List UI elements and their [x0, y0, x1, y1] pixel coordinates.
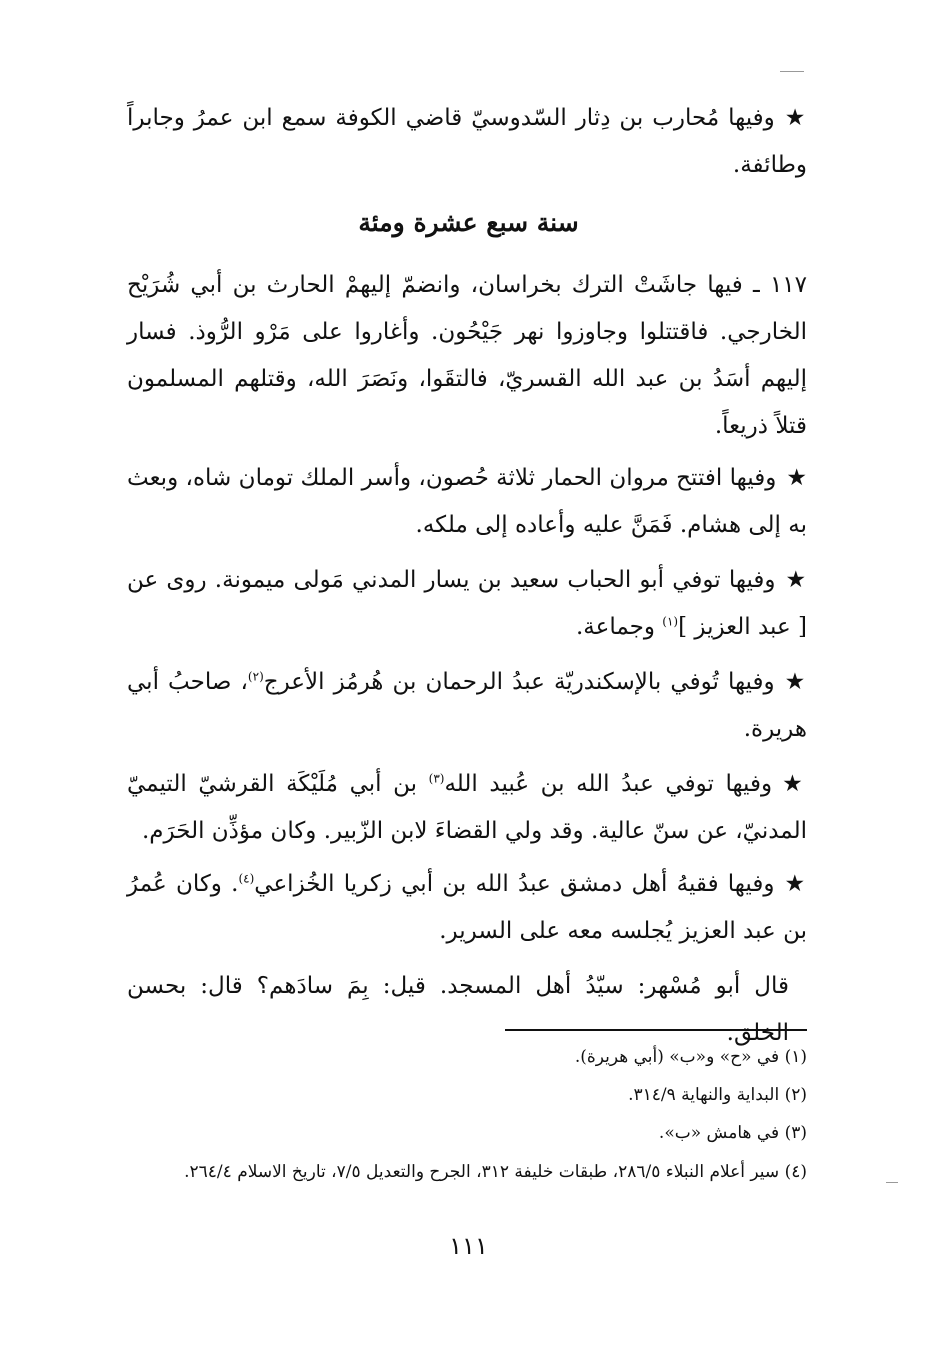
- paragraph-muharib: [127, 95, 807, 189]
- footnote-number: (٢): [784, 1085, 807, 1105]
- paragraph-text: بن أبي مُلَيْكَة القرشيّ التيميّ المدنيّ، عن سنّ عالية. وقد ولي القضاءَ لابن الزّبير. وكان مؤذِّن الحَرَم.: [127, 771, 807, 844]
- footnote-2: [127, 1078, 807, 1112]
- star-bullet-icon: ★: [786, 465, 807, 491]
- footnote-text: في هامش «ب».: [658, 1123, 780, 1143]
- footnote-divider: [505, 1029, 807, 1031]
- footnote-text: البداية والنهاية ٣١٤/٩.: [628, 1085, 780, 1105]
- paragraph-text: قال أبو مُسْهر: سيّدُ أهل المسجد. قيل: بِمَ سادَهم؟ قال: بحسن الخلق.: [127, 973, 789, 1046]
- footnote-text: سير أعلام النبلاء ٢٨٦/٥، طبقات خليفة ٣١٢، الجرح والتعديل ٧/٥، تاريخ الاسلام ٢٦٤/٤.: [184, 1162, 780, 1182]
- paragraph-abu-al-hubab: [127, 557, 807, 651]
- year-heading: سنة سبع عشرة ومئة: [358, 208, 579, 237]
- paragraph-text: وفيها توفي أبو الحباب سعيد بن يسار المدني مَولى ميمونة. روى عن [ عبد العزيز ]: [127, 567, 807, 640]
- paragraph-year-117: [127, 262, 807, 450]
- paragraph-text: وفيها توفي عبدُ الله بن عُبيد الله: [444, 771, 773, 797]
- paragraph-marwan: [127, 455, 807, 549]
- footnote-number: (٤): [784, 1162, 807, 1182]
- footnote-1: [127, 1040, 807, 1074]
- star-bullet-icon: ★: [782, 771, 808, 797]
- footnote-number: (٣): [784, 1123, 807, 1143]
- paragraph-text: وفيها مُحارب بن دِثار السّدوسيّ قاضي الكوفة سمع ابن عمرُ وجابراً وطائفة.: [127, 105, 807, 178]
- footnote-ref-3[interactable]: (٣): [428, 771, 445, 786]
- paragraph-text: وفيها فقيهُ أهل دمشق عبدُ الله بن أبي زكريا الخُزاعي: [254, 871, 775, 897]
- paragraph-text: ١١٧ ـ فيها جاشَتْ الترك بخراسان، وانضمّ إليهمْ الحارث بن أبي شُرَيْح الخارجي. فاقتتلوا وجاوزوا نهر جَيْحُون. وأغاروا على مَرْو الرُّوذ. فسار إليهم أسَدُ بن عبد الله القسريّ، فالتقَوا، ونَصَرَ الله، وقتلهم المسلمون قتلاً ذريعاً.: [127, 272, 807, 439]
- footnote-4: [127, 1155, 807, 1189]
- star-bullet-icon: ★: [784, 669, 807, 695]
- footnote-ref-2[interactable]: (٢): [247, 669, 264, 684]
- star-bullet-icon: ★: [784, 871, 807, 897]
- paragraph-text: . وكان عُمرُ بن عبد العزيز يُجلسه معه على السرير.: [127, 871, 807, 944]
- footnote-3: [127, 1116, 807, 1150]
- footnote-ref-1[interactable]: (١): [662, 614, 679, 629]
- paragraph-al-khuzai: [127, 861, 807, 955]
- paragraph-text: وفيها افتتح مروان الحمار ثلاثة حُصون، وأسر الملك تومان شاه، وبعث به إلى هشام. فَمَنَّ عليه وأعاده إلى ملكه.: [127, 465, 807, 538]
- paragraph-text: وفيها تُوفي بالإسكندريّة عبدُ الرحمان بن هُرمُز الأعرج: [263, 669, 775, 695]
- paragraph-text: وجماعة.: [575, 614, 663, 640]
- scan-mark: [886, 1182, 898, 1183]
- footnote-ref-4[interactable]: (٤): [238, 871, 255, 886]
- paragraph-text: ، صاحبُ أبي هريرة.: [127, 669, 807, 742]
- star-bullet-icon: ★: [784, 105, 808, 131]
- footnote-number: (١): [784, 1047, 807, 1067]
- paragraph-ibn-abi-mulayka: [127, 761, 807, 855]
- scan-mark: [780, 71, 804, 72]
- paragraph-al-araj: [127, 659, 807, 753]
- footnote-text: في «ح» و«ب» (أبي هريرة).: [574, 1047, 780, 1067]
- page-number: ١١١: [449, 1232, 488, 1260]
- star-bullet-icon: ★: [785, 567, 807, 593]
